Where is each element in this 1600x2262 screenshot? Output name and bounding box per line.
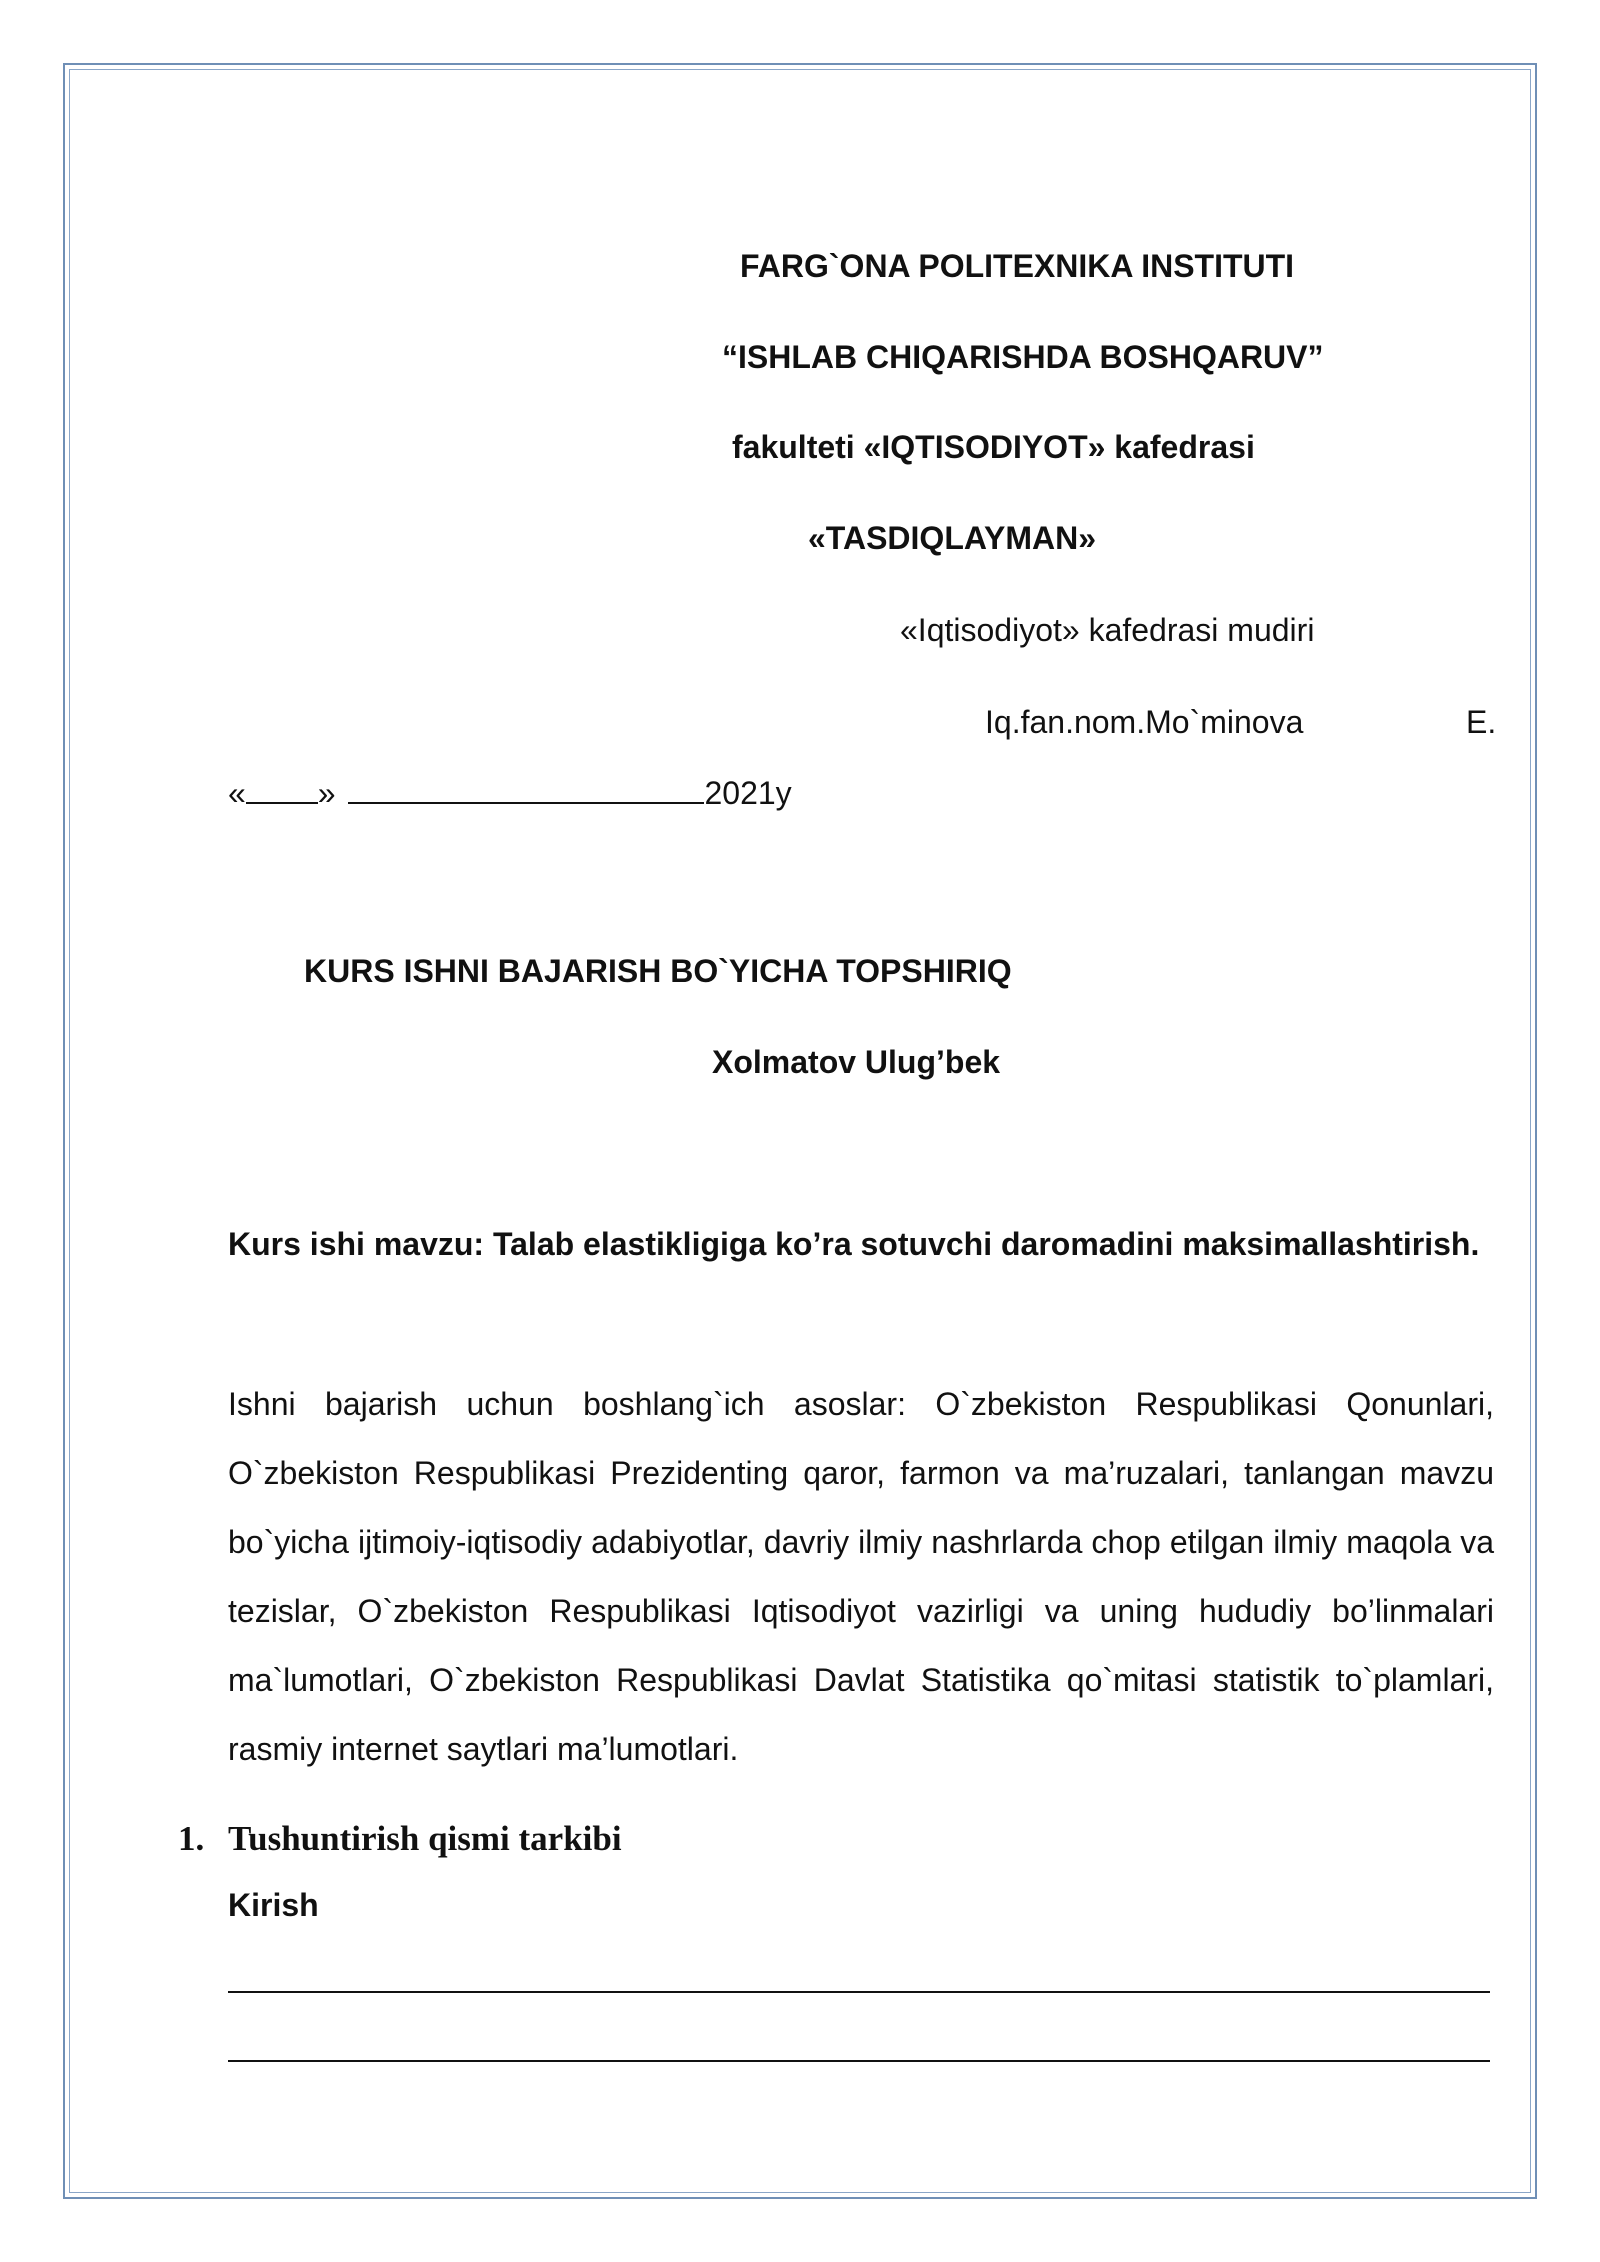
approver-initial: E. (1466, 704, 1497, 740)
student-name: Xolmatov Ulug’bek (712, 1044, 1001, 1080)
basis-paragraph: Ishni bajarish uchun boshlang`ich asoslar: O`zbekiston Respublikasi Qonunlari, O`zbekiston Respublikasi Prezidenting qaror, farmon va ma’ruzalari, tanlangan mavzu bo`yicha ijtimoiy-iqtisodiy adabiyotlar, davriy ilmiy nashrlarda chop etilgan ilmiy maqola va tezislar, O`zbekiston Respublikasi Iqtisodiyot vazirligi va uning hududiy bo’linmalari ma`lumotlari, O`zbekiston Respublikasi Davlat Statistika qo`mitasi statistik to`plamlari, rasmiy internet saytlari ma’lumotlari. (228, 1386, 1494, 1767)
day-blank (246, 772, 318, 804)
blank-line (228, 1991, 1490, 1993)
topic-text: Talab elastikligiga ko’ra sotuvchi daromadini maksimallashtirish. (492, 1226, 1480, 1262)
assignment-title: KURS ISHNI BAJARISH BO`YICHA TOPSHIRIQ (304, 953, 1012, 989)
institute-name: FARG`ONA POLITEXNIKA INSTITUTI (740, 248, 1295, 284)
date-open-quote: « (228, 775, 246, 811)
section-number: 1. (178, 1819, 205, 1858)
approver-name: Iq.fan.nom.Mo`minova (985, 704, 1304, 740)
section-title: Tushuntirish qismi tarkibi (228, 1819, 622, 1858)
department-name: fakulteti «IQTISODIYOT» kafedrasi (732, 429, 1255, 465)
approver-position: «Iqtisodiyot» kafedrasi mudiri (900, 612, 1315, 648)
faculty-name: “ISHLAB CHIQARISHDA BOSHQARUV” (722, 339, 1324, 375)
date-close-quote: » (317, 775, 336, 811)
section-subtitle: Kirish (228, 1887, 319, 1923)
course-topic (228, 1210, 1494, 1279)
page-border-inner (69, 69, 1531, 2193)
approval-title: «TASDIQLAYMAN» (808, 520, 1097, 556)
approval-year: 2021y (704, 775, 792, 811)
topic-label: Kurs ishi mavzu: (228, 1226, 485, 1262)
month-blank (348, 772, 704, 804)
approval-date (228, 772, 792, 813)
blank-line (228, 2060, 1490, 2062)
